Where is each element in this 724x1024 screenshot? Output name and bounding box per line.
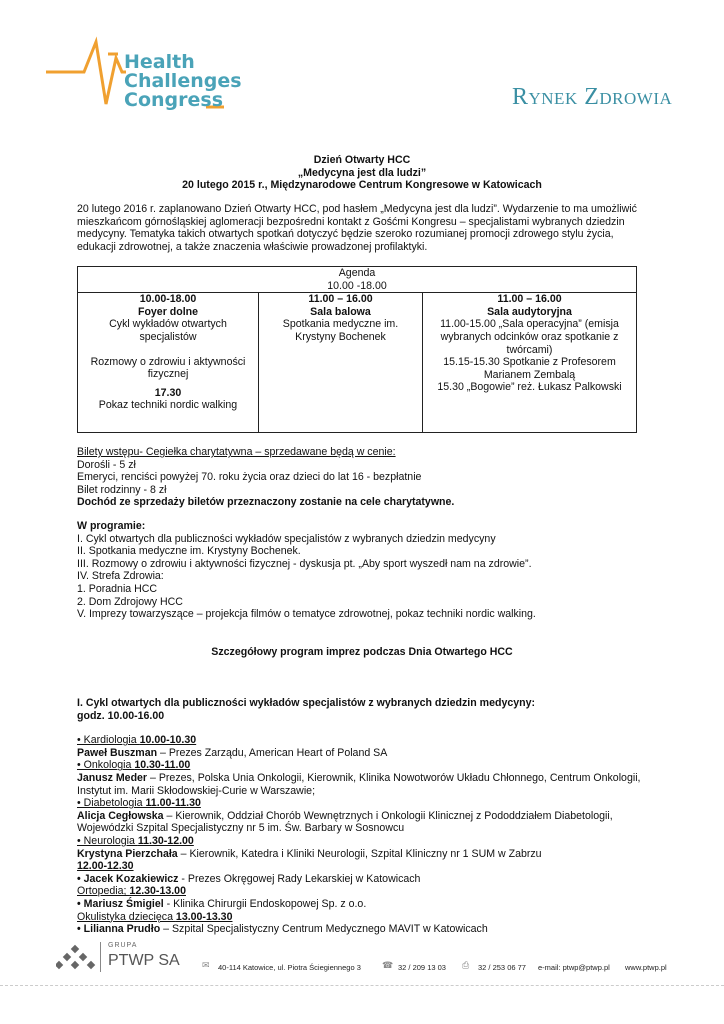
footer-group: GRUPA <box>108 942 138 949</box>
hcc-logo-text: Health Challenges Congress <box>124 51 242 111</box>
agenda-col-foyer: 10.00-18.00 Foyer dolne Cykl wykładów otwartych specjalistów Rozmowy o zdrowiu i aktywności fizycznej 17.30 Pokaz techniki nordic walking <box>78 293 259 433</box>
document-title: Dzień Otwarty HCC „Medycyna jest dla ludzi” 20 lutego 2015 r., Międzynarodowe Centrum Kongresowe w Katowicach <box>182 154 542 192</box>
footer-web[interactable]: www.ptwp.pl <box>625 963 667 972</box>
agenda-table <box>77 266 637 433</box>
detail-heading: Szczegółowy program imprez podczas Dnia Otwartego HCC <box>211 646 513 658</box>
agenda-header: Agenda 10.00 -18.00 <box>78 267 637 293</box>
section-lectures: I. Cykl otwartych dla publiczności wykładów specjalistów z wybranych dziedzin medycyny: godz. 10.00-16.00 • Kardiologia 10.00-10.30 Paweł Buszman – Prezes Zarządu, American Heart of Poland SA • Onkologia 10.30-11.00 Janusz Meder – Prezes, Polska Unia Onkologii, Kierownik, Klinika Nowotworów Układu Chłonnego, Centrum Onkologii, Instytut im. Marii Skłodowskiej-Curie w Warszawie; • Diabetologia 11.00-11.30 Alicja Cegłowska – Kierownik, Oddział Chorób Wewnętrznych i Onkologii Klinicznej z Pododdziałem Diabetologii, Wojewódzki Szpital Specjalistyczny nr 5 im. Św. Barbary w Sosnowcu • Neurologia 11.30-12.00 Krystyna Pierzchała – Kierownik, Katedra i Kliniki Neurologii, Szpital Kliniczny nr 1 SUM w Zabrzu 12.00-12.30 • Jacek Kozakiewicz - Prezes Okręgowej Rady Lekarskiej w Katowicach Ortopedia; 12.30-13.00 • Mariusz Śmigiel - Klinika Chirurgii Endoskopowej Sp. z o.o. Okulistyka dziecięca 13.00-13.30 • Lilianna Prudło – Szpital Specjalistyczny Centrum Medycznego MAVIT w Katowicach <box>77 697 641 936</box>
footer-address: 40-114 Katowice, ul. Piotra Ściegiennego 3 <box>218 963 361 972</box>
rynek-zdrowia-logo: Rynek Zdrowia <box>512 84 673 110</box>
ptwp-logo-icon <box>56 944 100 974</box>
envelope-icon: ✉ <box>202 960 210 970</box>
phone-icon: ☎ <box>382 960 394 970</box>
program-section: W programie: I. Cykl otwartych dla publiczności wykładów specjalistów z wybranych dziedzin medycyny II. Spotkania medyczne im. Krystyny Bochenek. III. Rozmowy o zdrowiu i aktywności fizycznej - dyskusja pt. „Aby sport wyszedł nam na zdrowie”. IV. Strefa Zdrowia: 1. Poradnia HCC 2. Dom Zdrojowy HCC V. Imprezy towarzyszące – projekcja filmów o tematyce zdrowotnej, pokaz techniki nordic walking. <box>77 520 536 621</box>
intro-paragraph: 20 lutego 2016 r. zaplanowano Dzień Otwarty HCC, pod hasłem „Medycyna jest dla ludzi”. Wydarzenie to ma umożliwić mieszkańcom górnośląskiej aglomeracji bezpośredni kontakt z Gośćmi Kongresu – specjalistami wybranych dziedzin medycyny. Tematyka takich otwartych spotkań dotyczyć będzie szeroko rozumianej promocji zdrowego stylu życia, edukacji zdrowotnej, a także znaczenia właściwie prowadzonej profilaktyki. <box>77 203 637 253</box>
footer-divider <box>0 985 724 987</box>
footer-fax: 32 / 253 06 77 <box>478 963 526 972</box>
footer-phone: 32 / 209 13 03 <box>398 963 446 972</box>
agenda-col-ballroom: 11.00 – 16.00 Sala balowa Spotkania medyczne im. Krystyny Bochenek <box>259 293 423 433</box>
agenda-col-auditorium: 11.00 – 16.00 Sala audytoryjna 11.00-15.00 „Sala operacyjna” (emisja wybranych odcinków oraz spotkanie z twórcami) 15.15-15.30 Spotkanie z Profesorem Marianem Zembalą 15.30 „Bogowie” reż. Łukasz Palkowski <box>423 293 637 433</box>
fax-icon: ⎙ <box>462 960 470 970</box>
footer <box>52 942 682 982</box>
footer-email[interactable]: e-mail: ptwp@ptwp.pl <box>538 963 610 972</box>
footer-brand: PTWP SA <box>108 952 180 969</box>
tickets-section: Bilety wstępu- Cegiełka charytatywna – sprzedawane będą w cenie: Dorośli - 5 zł Emeryci, renciści powyżej 70. roku życia oraz dzieci do lat 16 - bezpłatnie Bilet rodzinny - 8 zł Dochód ze sprzedaży biletów przeznaczony zostanie na cele charytatywne. <box>77 446 455 509</box>
